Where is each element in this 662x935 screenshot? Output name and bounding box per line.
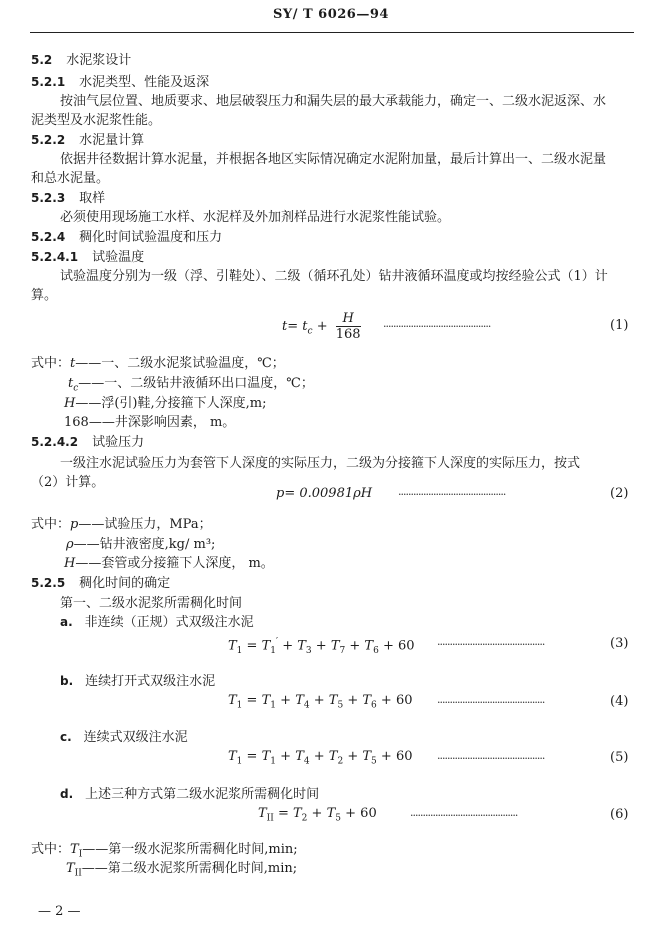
page-number: — 2 — <box>38 904 81 919</box>
equation-4 <box>228 692 413 715</box>
eq-subscript: c <box>307 326 313 337</box>
list-label: b. <box>60 674 74 688</box>
paragraph-line: 泥类型及水泥浆性能。 <box>31 113 162 128</box>
eq-symbol: T <box>297 638 306 654</box>
paragraph-line: 按油气层位置、地质要求、地层破裂压力和漏失层的最大承载能力，确定一、二级水泥返深、水 <box>60 94 607 109</box>
eq-operator: = <box>287 319 299 334</box>
eq-symbol: T <box>326 806 336 821</box>
def-subscript: II <box>74 868 82 879</box>
eq-symbol: T <box>362 693 372 708</box>
paragraph-line: 试验温度分别为一级（浮、引鞋处）、二级（循环孔处）钻井液循环温度或均按经验公式（1）计 <box>60 269 608 284</box>
eq-operator: = <box>246 693 258 708</box>
eq-constant: 60 <box>360 806 377 821</box>
where-label: 式中： <box>31 842 71 857</box>
def-symbol: T <box>66 861 75 876</box>
eq-symbol: T <box>228 638 237 654</box>
eq-subscript: 5 <box>371 756 377 767</box>
eq-symbol: t <box>302 319 308 334</box>
eq-subscript: 1 <box>236 700 243 711</box>
leader-dots: ··········································· <box>437 752 545 765</box>
section-number: 5.2.2 <box>31 133 66 147</box>
eq-subscript: 1 <box>270 645 276 656</box>
eq-symbol: T <box>328 749 338 764</box>
section-5-2-3 <box>31 190 105 207</box>
equation-number: (5) <box>610 750 629 765</box>
section-title: 取样 <box>79 191 106 206</box>
eq-subscript: 4 <box>303 700 310 711</box>
eq-subscript: 4 <box>303 756 310 767</box>
def-dash: —— <box>73 537 100 552</box>
eq-subscript: 6 <box>373 645 379 656</box>
section-number: 5.2.4 <box>31 230 66 244</box>
eq-operator: = <box>246 638 258 654</box>
def-text: 井深影响因素， m。 <box>114 415 236 430</box>
list-label: c. <box>60 730 72 744</box>
list-label: a. <box>60 615 73 629</box>
eq-operator: + <box>282 638 294 654</box>
def-symbol: H <box>64 556 76 571</box>
eq-operator: + <box>313 749 325 764</box>
equation-number: (1) <box>610 318 629 333</box>
def-text: 套管或分接箍下人深度， m。 <box>101 556 274 571</box>
equation-2: p= 0.00981ρH <box>276 486 373 501</box>
eq-operator: + <box>347 749 359 764</box>
def-dash: —— <box>75 356 102 371</box>
def-symbol: t <box>70 356 76 371</box>
eq-operator: + <box>380 693 392 708</box>
section-number: 5.2.4.1 <box>31 250 79 264</box>
eq-symbol: T <box>362 749 372 764</box>
def-subscript: I <box>78 849 83 860</box>
section-number: 5.2.5 <box>31 576 66 590</box>
eq-operator: + <box>347 693 359 708</box>
equation-number: (2) <box>610 486 629 501</box>
where-label: 式中： <box>31 356 71 371</box>
list-text: 连续打开式双级注水泥 <box>85 674 216 689</box>
fraction <box>336 311 361 342</box>
eq-subscript: 2 <box>337 756 344 767</box>
list-label: d. <box>60 787 74 801</box>
paragraph-line: 依据井径数据计算水泥量，并根据各地区实际情况确定水泥附加量，最后计算出一、二级水泥量 <box>60 152 607 167</box>
def-text: 钻井液密度,kg/ m³; <box>99 537 216 552</box>
leader-dots: ··········································· <box>398 488 506 501</box>
eq-symbol: T <box>292 806 302 821</box>
leader-dots: ··········································· <box>383 320 491 333</box>
fraction-denominator: 168 <box>335 327 361 342</box>
list-text: 非连续（正规）式双级注水泥 <box>84 615 254 630</box>
paragraph-line: 第一、二级水泥浆所需稠化时间 <box>60 596 243 611</box>
eq-symbol: T <box>330 638 340 654</box>
eq-operator: + <box>311 806 323 821</box>
def-dash: —— <box>88 415 115 430</box>
eq-operator: = <box>277 806 289 821</box>
eq-subscript: 5 <box>335 813 341 824</box>
paragraph-line: 一级注水泥试验压力为套管下人深度的实际压力，二级为分接箍下人深度的实际压力，按式 <box>60 456 581 471</box>
def-text: 一、二级钻井液循环出口温度，℃； <box>104 376 314 391</box>
def-subscript: c <box>73 383 79 394</box>
def-text: 第二级水泥浆所需稠化时间,min; <box>107 861 298 876</box>
eq-constant: 60 <box>398 638 415 654</box>
eq-symbol: T <box>364 638 374 654</box>
paragraph-line: （2）计算。 <box>31 475 105 490</box>
def-text: 浮(引)鞋,分接箍下人深度,m; <box>101 396 267 411</box>
equation-number: (6) <box>610 807 629 822</box>
def-dash: —— <box>75 396 102 411</box>
paragraph-line: 和总水泥量。 <box>31 171 110 186</box>
paragraph-line: 算。 <box>31 288 58 303</box>
eq-subscript: 1 <box>236 756 243 767</box>
equation-5 <box>228 748 413 771</box>
list-item-c <box>60 729 188 746</box>
definition-line <box>31 355 285 372</box>
def-symbol: H <box>64 396 76 411</box>
eq-symbol: T <box>228 749 237 764</box>
section-number: 5.2.1 <box>31 75 66 89</box>
eq-subscript: 1 <box>270 756 276 767</box>
equation-3 <box>228 634 415 660</box>
eq-subscript: II <box>266 813 274 824</box>
section-title: 水泥类型、性能及返深 <box>79 75 210 90</box>
section-title: 水泥浆设计 <box>66 53 132 68</box>
eq-operator: + <box>380 749 392 764</box>
eq-operator: + <box>280 749 292 764</box>
section-5-2-5 <box>31 575 170 592</box>
section-title: 水泥量计算 <box>79 133 145 148</box>
leader-dots: ··········································· <box>410 809 518 822</box>
eq-operator: = <box>246 749 258 764</box>
eq-symbol: T <box>261 693 271 708</box>
definition-line <box>66 536 215 553</box>
eq-operator: + <box>315 638 327 654</box>
eq-prime: ′ <box>276 637 279 647</box>
equation-number: (4) <box>610 694 629 709</box>
section-5-2-4-2 <box>31 434 144 451</box>
section-number: 5.2.4.2 <box>31 435 79 449</box>
fraction-numerator: H <box>336 311 361 327</box>
section-title: 稠化时间试验温度和压力 <box>79 230 223 245</box>
eq-symbol: T <box>295 749 304 764</box>
def-symbol: p <box>70 517 79 532</box>
section-5-2-4 <box>31 229 222 246</box>
eq-operator: + <box>345 806 357 821</box>
section-number: 5.2 <box>31 53 53 67</box>
definition-line <box>31 516 212 533</box>
eq-symbol: t <box>282 319 288 334</box>
eq-operator: + <box>280 693 292 708</box>
def-symbol: ρ <box>66 537 74 552</box>
section-title: 稠化时间的确定 <box>79 576 171 591</box>
list-text: 连续式双级注水泥 <box>83 730 188 745</box>
definition-line <box>64 555 274 572</box>
eq-symbol: T <box>228 693 237 708</box>
def-symbol: t <box>68 376 74 391</box>
leader-dots: ··········································· <box>437 638 545 651</box>
list-item-d <box>60 786 319 803</box>
eq-subscript: 6 <box>371 700 377 711</box>
eq-symbol: T <box>261 638 271 654</box>
eq-subscript: 7 <box>339 645 346 656</box>
eq-subscript: 1 <box>270 700 276 711</box>
list-text: 上述三种方式第二级水泥浆所需稠化时间 <box>85 787 320 802</box>
leader-dots: ··········································· <box>437 696 545 709</box>
def-text: 一、二级水泥浆试验温度，℃； <box>101 356 285 371</box>
equation-6 <box>258 805 377 828</box>
def-symbol: T <box>70 842 79 857</box>
def-dash: —— <box>81 861 108 876</box>
def-symbol: 168 <box>64 415 89 430</box>
section-5-2-2 <box>31 132 144 149</box>
eq-subscript: 5 <box>337 700 344 711</box>
section-5-2 <box>31 52 131 69</box>
eq-operator: + <box>349 638 361 654</box>
running-header: SY/ T 6026—94 <box>273 7 389 22</box>
eq-operator: + <box>382 638 394 654</box>
section-5-2-1 <box>31 74 209 91</box>
eq-subscript: 3 <box>305 645 312 656</box>
definition-line <box>64 414 235 431</box>
section-number: 5.2.3 <box>31 191 66 205</box>
paragraph-line: 必须使用现场施工水样、水泥样及外加剂样品进行水泥浆性能试验。 <box>60 210 451 225</box>
eq-operator: + <box>316 319 328 334</box>
def-dash: —— <box>82 842 109 857</box>
definition-line <box>64 395 266 412</box>
equation-number: (3) <box>610 636 629 651</box>
where-label: 式中： <box>31 517 71 532</box>
eq-symbol: T <box>295 693 304 708</box>
list-item-a <box>60 614 254 631</box>
equation-1 <box>282 311 365 347</box>
section-title: 试验温度 <box>92 250 145 265</box>
def-dash: —— <box>78 517 105 532</box>
section-5-2-4-1 <box>31 249 144 266</box>
eq-symbol: T <box>261 749 271 764</box>
eq-subscript: 1 <box>236 645 243 656</box>
eq-constant: 60 <box>395 693 413 708</box>
definition-line <box>66 860 297 883</box>
def-text: 第一级水泥浆所需稠化时间,min; <box>108 842 298 857</box>
header-rule <box>30 32 634 33</box>
def-text: 试验压力，MPa； <box>104 517 212 532</box>
eq-subscript: 2 <box>301 813 308 824</box>
eq-symbol: T <box>328 693 338 708</box>
list-item-b <box>60 673 215 690</box>
def-dash: —— <box>78 376 105 391</box>
def-dash: —— <box>75 556 102 571</box>
eq-symbol: T <box>258 806 267 821</box>
eq-constant: 60 <box>395 749 413 764</box>
section-title: 试验压力 <box>92 435 145 450</box>
eq-operator: + <box>313 693 325 708</box>
